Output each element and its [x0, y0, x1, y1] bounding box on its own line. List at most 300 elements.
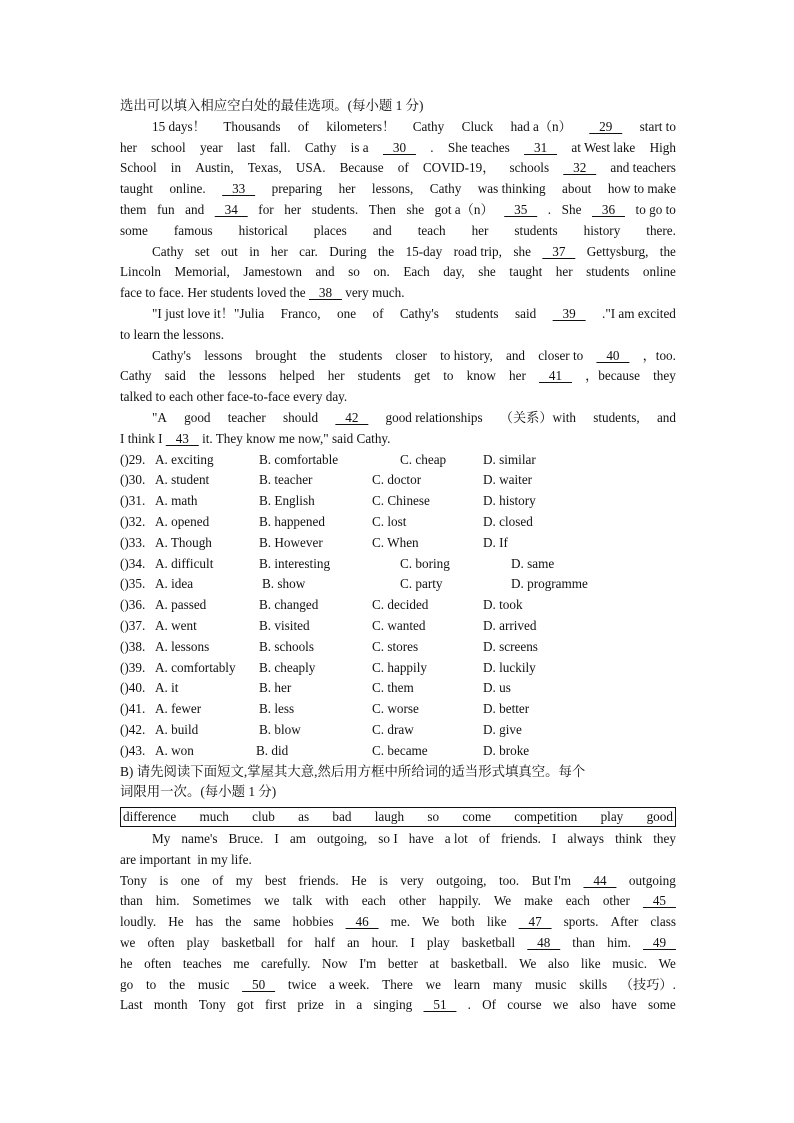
question-row [120, 595, 676, 616]
passage-text: have [408, 831, 434, 847]
answer-option[interactable]: C. worse [372, 701, 419, 717]
passage-a-line [120, 304, 676, 325]
passage-text: teach [417, 222, 446, 238]
passage-text: she [478, 264, 496, 280]
answer-blank-41[interactable]: 41 [538, 368, 572, 384]
passage-text: basketball [461, 935, 516, 951]
answer-blank-36[interactable]: 36 [592, 201, 625, 217]
passage-text: hour. [371, 935, 399, 951]
passage-text: students [455, 305, 499, 321]
passage-text: loudly. [120, 914, 157, 930]
passage-text: there. [646, 222, 676, 238]
passage-text: play [186, 935, 210, 951]
passage-text: skills [579, 976, 608, 992]
passage-text: day, [443, 264, 465, 280]
question-number[interactable]: ()31. [120, 493, 146, 509]
passage-text: of [372, 305, 384, 321]
passage-a-line [120, 262, 676, 283]
answer-blank-35[interactable]: 35 [504, 201, 538, 217]
passage-text: last [236, 139, 256, 155]
passage-text: good relationships [385, 409, 483, 425]
answer-blank-51[interactable]: 51 [423, 997, 457, 1013]
answer-blank-30[interactable]: 30 [382, 139, 416, 155]
answer-option[interactable]: C. decided [372, 597, 429, 613]
passage-text: half [314, 935, 335, 951]
answer-option[interactable]: C. lost [372, 513, 407, 529]
answer-option[interactable]: A. went [155, 617, 197, 633]
answer-option[interactable]: D. us [483, 680, 511, 696]
passage-text: like [580, 955, 601, 971]
passage-text: High [649, 139, 676, 155]
word-box-word: much [199, 809, 229, 825]
answer-option[interactable]: A. passed [155, 597, 207, 613]
passage-text: and [505, 347, 526, 363]
passage-text: music [534, 976, 567, 992]
answer-blank-44[interactable]: 44 [583, 872, 617, 888]
passage-text: me [233, 955, 250, 971]
question-number[interactable]: ()35. [120, 576, 146, 592]
answer-option[interactable]: A. idea [155, 576, 194, 592]
passage-text: in [334, 997, 346, 1013]
passage-text: at [429, 955, 440, 971]
answer-option[interactable]: D. better [483, 701, 530, 717]
passage-text: "I just love it！"Julia [152, 305, 265, 321]
answer-blank-32[interactable]: 32 [563, 160, 597, 176]
passage-text: him. [155, 893, 180, 909]
answer-option[interactable]: B. English [259, 493, 315, 509]
question-row [120, 658, 676, 679]
passage-text: me. [390, 914, 411, 930]
passage-text: too. [498, 872, 520, 888]
answer-option[interactable]: C. became [372, 742, 428, 758]
passage-text: （关系）with [499, 409, 576, 425]
answer-option[interactable]: B. visited [259, 617, 310, 633]
passage-text: online. [169, 181, 206, 197]
passage-text: lessons [204, 347, 243, 363]
answer-option[interactable]: C. draw [372, 721, 414, 737]
passage-text: . [547, 201, 552, 217]
answer-option[interactable]: A. opened [155, 513, 210, 529]
question-number[interactable]: ()38. [120, 638, 146, 654]
passage-text: outgoing, [436, 872, 487, 888]
answer-blank-47[interactable]: 47 [518, 914, 552, 930]
passage-text: students, [593, 409, 640, 425]
question-number[interactable]: ()43. [120, 742, 146, 758]
passage-text: of [297, 118, 309, 134]
passage-text: We [658, 955, 676, 971]
passage-text: I [410, 935, 415, 951]
answer-option[interactable]: B. less [259, 701, 295, 717]
passage-text: always [567, 831, 605, 847]
passage-text: twice [287, 976, 317, 992]
passage-text: Texas, [247, 160, 282, 176]
passage-text: We [422, 914, 440, 930]
answer-option[interactable]: D. luckily [483, 659, 536, 675]
passage-text: Jamestown [243, 264, 302, 280]
answer-blank-37[interactable]: 37 [542, 243, 576, 259]
answer-blank-33[interactable]: 33 [222, 181, 256, 197]
passage-a-line [120, 387, 676, 408]
passage-text: hobbies [292, 914, 334, 930]
answer-option[interactable]: B. her [259, 680, 292, 696]
answer-option[interactable]: D. took [483, 597, 523, 613]
passage-text: we [552, 997, 569, 1013]
passage-text: prize [297, 997, 324, 1013]
passage-text: them [120, 201, 147, 217]
question-number[interactable]: ()34. [120, 555, 146, 571]
passage-text: Tony [198, 997, 226, 1013]
passage-text: students. [311, 201, 359, 217]
answer-option[interactable]: C. happily [372, 659, 427, 675]
passage-text: the [168, 976, 186, 992]
passage-text: . [430, 139, 434, 155]
passage-text: talk [292, 893, 313, 909]
answer-option[interactable]: A. won [155, 742, 194, 758]
question-row [120, 512, 676, 533]
answer-option[interactable]: B. schools [259, 638, 314, 654]
question-row [120, 470, 676, 491]
passage-text: we [120, 935, 136, 951]
answer-option[interactable]: D. same [511, 555, 555, 571]
passage-text: her [284, 201, 302, 217]
passage-text: fall. [269, 139, 291, 155]
passage-text: make [524, 893, 553, 909]
answer-blank-49[interactable]: 49 [642, 935, 676, 951]
question-number[interactable]: ()36. [120, 597, 146, 613]
passage-text: of [397, 160, 409, 176]
passage-text: her [555, 264, 573, 280]
answer-option[interactable]: B. happened [259, 513, 325, 529]
passage-text: Sometimes [192, 893, 252, 909]
passage-text: Cathy [412, 118, 445, 134]
passage-text: the [378, 243, 395, 259]
passage-text: carefully. [261, 955, 311, 971]
question-number[interactable]: ()33. [120, 534, 146, 550]
section-a-heading: 选出可以填入相应空白处的最佳选项。(每小题 1 分) [120, 98, 424, 113]
passage-text: the [198, 368, 216, 384]
answer-option[interactable]: D. similar [483, 451, 536, 467]
passage-text: many [492, 976, 523, 992]
passage-text: I think I [120, 430, 163, 446]
answer-option[interactable]: B. comfortable [259, 451, 339, 467]
passage-text: history [583, 222, 621, 238]
passage-text: Now [321, 955, 348, 971]
passage-text: some [120, 222, 148, 238]
passage-text: same [253, 914, 281, 930]
passage-text: other [602, 893, 630, 909]
passage-text: Of [482, 997, 497, 1013]
answer-option[interactable]: A. lessons [155, 638, 210, 654]
passage-text: school [151, 139, 186, 155]
question-row [120, 533, 676, 554]
passage-text: think [615, 831, 643, 847]
passage-text: with [325, 893, 349, 909]
passage-text: month [153, 997, 188, 1013]
answer-blank-34[interactable]: 34 [214, 201, 248, 217]
answer-option[interactable]: D. closed [483, 513, 533, 529]
passage-text: taught [120, 181, 153, 197]
passage-text: historical [238, 222, 288, 238]
word-box-word: bad [332, 809, 352, 825]
passage-text: set [194, 243, 210, 259]
answer-blank-45[interactable]: 45 [642, 893, 676, 909]
question-number[interactable]: ()42. [120, 721, 146, 737]
answer-option[interactable]: B. However [259, 534, 323, 550]
passage-text: her [327, 368, 345, 384]
passage-text: course [507, 997, 542, 1013]
passage-text: Each [403, 264, 430, 280]
answer-option[interactable]: C. Chinese [372, 493, 430, 509]
passage-text: have [611, 997, 637, 1013]
question-number[interactable]: ()30. [120, 472, 146, 488]
passage-text: also [547, 955, 570, 971]
passage-text: Lincoln [120, 264, 162, 280]
passage-text: basketball. [450, 955, 508, 971]
answer-blank-29[interactable]: 29 [589, 118, 623, 134]
passage-text: and [656, 409, 676, 425]
answer-option[interactable]: C. When [372, 534, 419, 550]
passage-a-line [120, 408, 676, 429]
section-b-heading-line-1: B) 请先阅读下面短文,掌屋其大意,然后用方框中所给词的适当形式填真空。每个 [120, 763, 586, 779]
question-number[interactable]: ()41. [120, 701, 146, 717]
passage-text: her [338, 181, 356, 197]
passage-text: Because [339, 160, 384, 176]
passage-text: she [406, 201, 425, 217]
question-row [120, 450, 676, 471]
question-number[interactable]: ()40. [120, 680, 146, 696]
passage-text: him. [607, 935, 631, 951]
answer-option[interactable]: B. show [262, 576, 306, 592]
passage-text: often [144, 955, 172, 971]
passage-text: My [152, 831, 171, 847]
passage-text: kilometers！ [326, 118, 396, 134]
question-row [120, 574, 676, 595]
passage-text: road trip, [453, 243, 502, 259]
passage-text: also [579, 997, 601, 1013]
question-row [120, 678, 676, 699]
answer-option[interactable]: D. waiter [483, 472, 533, 488]
passage-text: like [486, 914, 507, 930]
passage-text: talked to each other face-to-face every day. [120, 389, 348, 405]
passage-a-line [120, 242, 676, 263]
passage-text: lessons, [371, 181, 414, 197]
question-number[interactable]: ()37. [120, 617, 146, 633]
answer-option[interactable]: D. screens [483, 638, 538, 654]
answer-option[interactable]: D. programme [511, 576, 588, 592]
passage-text: Cathy's [152, 347, 192, 363]
passage-text: COVID-19， [422, 160, 496, 176]
passage-text: should [282, 409, 319, 425]
answer-option[interactable]: A. student [155, 472, 210, 488]
passage-text: During [329, 243, 367, 259]
answer-blank-38[interactable]: 38 [308, 285, 342, 301]
answer-option[interactable]: C. boring [400, 555, 450, 571]
section-b-heading-line-2: 词限用一次。(每小题 1 分) [120, 784, 277, 800]
passage-text: an [347, 935, 360, 951]
question-number[interactable]: ()29. [120, 451, 146, 467]
passage-text: to [145, 976, 157, 992]
passage-text: Austin, [195, 160, 234, 176]
question-number[interactable]: ()32. [120, 513, 146, 529]
passage-text: I [274, 831, 279, 847]
passage-text: we [264, 893, 280, 909]
passage-text: year [199, 139, 223, 155]
passage-text: was thinking [477, 181, 546, 197]
passage-text: both [451, 914, 475, 930]
passage-a-line [120, 221, 676, 242]
answer-option[interactable]: A. comfortably [155, 659, 236, 675]
answer-option[interactable]: C. stores [372, 638, 419, 654]
answer-option[interactable]: C. wanted [372, 617, 426, 633]
passage-text: very much. [345, 285, 405, 301]
passage-text: Then [368, 201, 396, 217]
answer-option[interactable]: B. blow [259, 721, 301, 737]
answer-option[interactable]: B. changed [259, 597, 319, 613]
passage-text: He [168, 914, 184, 930]
passage-text: ，too. [642, 347, 676, 363]
answer-option[interactable]: C. cheap [400, 451, 447, 467]
passage-text: and [185, 201, 205, 217]
answer-option[interactable]: D. history [483, 493, 536, 509]
passage-text: Cathy's [399, 305, 439, 321]
answer-option[interactable]: D. give [483, 721, 522, 737]
answer-blank-42[interactable]: 42 [335, 409, 369, 425]
question-row [120, 741, 676, 762]
passage-text: is [379, 872, 388, 888]
passage-text: closer to [538, 347, 584, 363]
passage-text: I'm [359, 955, 377, 971]
passage-a-line [120, 158, 676, 179]
answer-option[interactable]: B. did [256, 742, 289, 758]
passage-text: schools [509, 160, 550, 176]
passage-text: car. [299, 243, 318, 259]
answer-option[interactable]: C. doctor [372, 472, 422, 488]
answer-option[interactable]: A. difficult [155, 555, 214, 571]
passage-text: of [212, 872, 224, 888]
question-list [120, 450, 676, 762]
passage-text: After [610, 914, 639, 930]
passage-text: students [339, 347, 383, 363]
passage-text: they [653, 368, 676, 384]
question-number[interactable]: ()39. [120, 659, 146, 675]
passage-text: students [514, 222, 558, 238]
passage-text: her [509, 368, 526, 384]
answer-blank-31[interactable]: 31 [524, 139, 558, 155]
answer-blank-40[interactable]: 40 [596, 347, 630, 363]
passage-text: singing [373, 997, 413, 1013]
passage-text: than [572, 935, 596, 951]
passage-text: I [551, 831, 557, 847]
answer-blank-50[interactable]: 50 [242, 976, 276, 992]
passage-text: We [493, 893, 512, 909]
answer-blank-39[interactable]: 39 [552, 305, 586, 321]
passage-text: Bruce. [228, 831, 264, 847]
passage-b-line [120, 871, 676, 892]
passage-b-line [120, 912, 676, 933]
passage-b-line [120, 850, 676, 871]
passage-text: is a [350, 139, 369, 155]
passage-text: But I'm [531, 872, 571, 888]
word-box-word: play [600, 809, 624, 825]
answer-option[interactable]: C. them [372, 680, 414, 696]
answer-blank-43[interactable]: 43 [165, 430, 199, 446]
exam-page [120, 96, 676, 1016]
passage-text: Cathy [152, 243, 184, 259]
passage-text: said [164, 368, 186, 384]
passage-b [120, 829, 676, 1016]
passage-b-line [120, 829, 676, 850]
passage-text: better [387, 955, 418, 971]
passage-text: the [659, 243, 676, 259]
passage-text: closer [395, 347, 427, 363]
passage-text: taught [509, 264, 543, 280]
passage-text: the [225, 914, 242, 930]
passage-text: 15 days！ [152, 118, 206, 134]
answer-option[interactable]: B. interesting [259, 555, 331, 571]
passage-text: famous [173, 222, 213, 238]
answer-option[interactable]: A. build [155, 721, 199, 737]
passage-text: basketball [221, 935, 275, 951]
passage-text: sports. [563, 914, 599, 930]
passage-text: of [478, 831, 490, 847]
passage-text: her [471, 222, 489, 238]
passage-text: one [337, 305, 357, 321]
passage-text: happily. [438, 893, 481, 909]
passage-text: brought [255, 347, 297, 363]
passage-text: ，because [585, 368, 640, 384]
answer-option[interactable]: A. Though [155, 534, 212, 550]
passage-text: Gettysburg, [586, 243, 649, 259]
passage-b-line [120, 995, 676, 1016]
passage-text: Cluck [461, 118, 494, 134]
question-row [120, 637, 676, 658]
passage-text: Franco, [280, 305, 321, 321]
passage-text: her [120, 139, 137, 155]
answer-option[interactable]: D. broke [483, 742, 530, 758]
passage-text: so [348, 264, 360, 280]
passage-text: am [289, 831, 306, 847]
passage-text: we [425, 976, 442, 992]
passage-text: a [356, 997, 363, 1013]
passage-text: outgoing [628, 872, 676, 888]
passage-text: helped [279, 368, 315, 384]
passage-text: friends. [298, 872, 339, 888]
answer-option[interactable]: D. If [483, 534, 508, 550]
answer-option[interactable]: A. it [155, 680, 179, 696]
passage-text: "A [152, 409, 167, 425]
passage-text: class [650, 914, 676, 930]
passage-text: it. They know me now," said Cathy. [202, 430, 391, 446]
answer-option[interactable]: B. teacher [259, 472, 313, 488]
passage-text: She [561, 201, 582, 217]
passage-text: online [642, 264, 676, 280]
answer-option[interactable]: A. math [155, 493, 198, 509]
passage-text: friends. [500, 831, 541, 847]
answer-option[interactable]: A. exciting [155, 451, 214, 467]
passage-text: so I [378, 831, 398, 847]
answer-option[interactable]: B. cheaply [259, 659, 316, 675]
answer-option[interactable]: D. arrived [483, 617, 537, 633]
answer-blank-46[interactable]: 46 [345, 914, 379, 930]
passage-text: Last [120, 997, 143, 1013]
word-box-word: come [462, 809, 491, 825]
passage-text: on. [373, 264, 390, 280]
answer-option[interactable]: A. fewer [155, 701, 202, 717]
word-box-word: competition [514, 809, 578, 825]
passage-text: 15-day [405, 243, 443, 259]
answer-blank-48[interactable]: 48 [527, 935, 561, 951]
answer-option[interactable]: C. party [400, 576, 443, 592]
